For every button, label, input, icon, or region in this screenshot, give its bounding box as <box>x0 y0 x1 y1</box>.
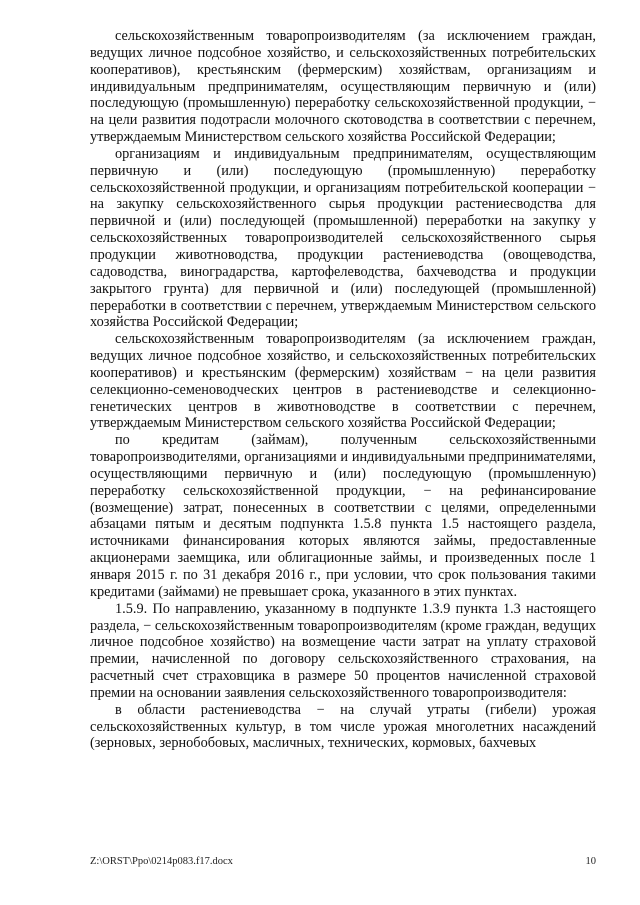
paragraph-raw-materials-purchase: организациям и индивидуальным предпринимателям, осуществляющим первичную и (или) последующую (промышленную) переработку сельскохозяйственной продукции, и организациям потребительской кооперации − на закупку сельскохозяйственного сырья продукции растениесводства для первичной и (или) последующей (промышленной) переработки на закупку у сельскохозяйственных товаропроизводителей сельскохозяйственного сырья продукции животноводства, продукции растениеводства (овощеводства, садоводства, виноградарства, картофелеводства, бахчеводства и продукции закрытого грунта) для первичной и (или) последующей (промышленной) переработки в соответствии с перечнем, утверждаемым Министерством сельского хозяйства Российской Федерации; <box>90 145 596 331</box>
paragraph-refinancing-credits: по кредитам (займам), полученным сельскохозяйственными товаропроизводителями, организациями и индивидуальными предпринимателями, осуществляющими первичную и (или) последующую (промышленную) переработку сельскохозяйственной продукции, − на рефинансирование (возмещение) затрат, понесенных в соответствии с целями, определенными абзацами пятым и десятым подпункта 1.5.8 пункта 1.5 настоящего раздела, источниками финансирования которых являются займы, предоставленные акционерами заемщика, или облигационные займы, и произведенных после 1 января 2015 г. по 31 декабря 2016 г., при условии, что срок пользования такими кредитами (займами) не превышает срока, указанного в этих пунктах. <box>90 432 596 600</box>
paragraph-dairy-farming: сельскохозяйственным товаропроизводителям (за исключением граждан, ведущих личное подсобное хозяйство, и сельскохозяйственных потребительских кооперативов), крестьянским (фермерским) хозяйствам, организациям и индивидуальным предпринимателям, осуществляющим первичную и (или) последующую (промышленную) переработку сельскохозяйственной продукции, − на цели развития подотрасли молочного скотоводства в соответствии с перечнем, утверждаемым Министерством сельского хозяйства Российской Федерации; <box>90 28 596 146</box>
page-number: 10 <box>585 856 596 867</box>
paragraph-crop-insurance: в области растениеводства − на случай утраты (гибели) урожая сельскохозяйственных культур, в том числе урожая многолетних насаждений (зерновых, зернобобовых, масличных, технических, кормовых, бахчевых <box>90 701 596 752</box>
paragraph-breeding-centers: сельскохозяйственным товаропроизводителям (за исключением граждан, ведущих личное подсобное хозяйство, и сельскохозяйственных потребительских кооперативов) и крестьянским (фермерским) хозяйствам − на цели развития селекционно-семеноводческих центров в растениеводстве и селекционно-генетических центров в животноводстве в соответствии с перечнем, утверждаемым Министерством сельского хозяйства Российской Федерации; <box>90 331 596 432</box>
document-page <box>90 28 596 752</box>
paragraph-section-1-5-9: 1.5.9. По направлению, указанному в подпункте 1.3.9 пункта 1.3 настоящего раздела, − сельскохозяйственным товаропроизводителям (кроме граждан, ведущих личное подсобное хозяйство) на возмещение части затрат на уплату страховой премии, начисленной по договору сельскохозяйственного страхования, на расчетный счет страховщика в размере 50 процентов начисленной страховой премии на основании заявления сельскохозяйственного товаропроизводителя: <box>90 600 596 701</box>
file-path: Z:\ORST\Ppo\0214p083.f17.docx <box>90 856 233 867</box>
